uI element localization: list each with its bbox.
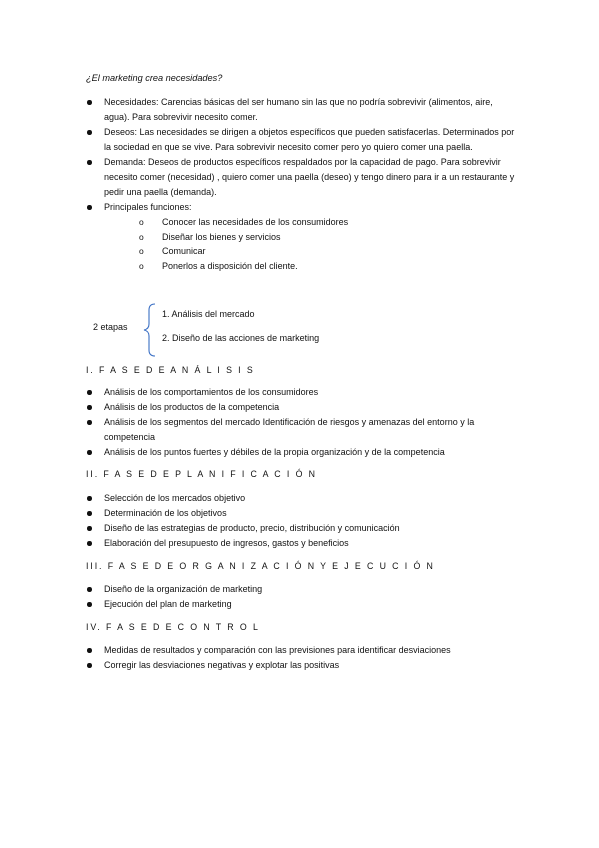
section-heading: II. F A S E D E P L A N I F I C A C I Ó N <box>86 469 317 479</box>
list-item: Elaboración del presupuesto de ingresos, gastos y beneficios <box>86 536 516 551</box>
section-heading: IV. F A S E D E C O N T R O L <box>86 622 260 632</box>
list-item: Análisis de los comportamientos de los consumidores <box>86 385 516 400</box>
sublist-marker: o <box>139 217 144 227</box>
list-item: Determinación de los objetivos <box>86 506 516 521</box>
stage-item: 2. Diseño de las acciones de marketing <box>162 333 320 343</box>
planning-list <box>86 491 516 551</box>
curly-brace-icon <box>142 302 158 358</box>
list-item: Diseño de las estrategias de producto, precio, distribución y comunicación <box>86 521 516 536</box>
section-heading: III. F A S E D E O R G A N I Z A C I Ó N Y E J E C U C I Ó N <box>86 561 435 571</box>
list-item: Demanda: Deseos de productos específicos respaldados por la capacidad de pago. Para sobrevivir necesito comer (necesidad) , quiero comer una paella (deseo) y tengo dinero para ir a un restaurante y pedir una paella (demanda). <box>86 155 516 200</box>
list-item: Corregir las desviaciones negativas y explotar las positivas <box>86 658 516 673</box>
stage-item: 1. Análisis del mercado <box>162 309 255 319</box>
sublist-item-text: Conocer las necesidades de los consumidores <box>162 217 349 227</box>
sublist-item-text: Diseñar los bienes y servicios <box>162 231 281 242</box>
list-item: Análisis de los productos de la competencia <box>86 400 516 415</box>
sublist-item <box>104 230 516 245</box>
sublist-marker: o <box>139 246 144 256</box>
list-item: Análisis de los puntos fuertes y débiles de la propia organización y de la competencia <box>86 445 516 460</box>
list-item: Diseño de la organización de marketing <box>86 582 516 597</box>
list-item <box>86 200 516 273</box>
stages-diagram <box>86 302 486 362</box>
section-heading: I. F A S E D E A N Á L I S I S <box>86 365 255 375</box>
sublist-item <box>104 244 516 259</box>
list-item: Medidas de resultados y comparación con las previsiones para identificar desviaciones <box>86 643 516 658</box>
organization-list <box>86 582 516 612</box>
sublist-item <box>104 259 516 274</box>
control-list <box>86 643 516 673</box>
functions-sublist <box>104 215 516 273</box>
stages-label: 2 etapas <box>93 322 128 332</box>
page-title: ¿El marketing crea necesidades? <box>86 73 223 83</box>
sublist-marker: o <box>139 260 144 271</box>
list-item: Deseos: Las necesidades se dirigen a objetos específicos que pueden satisfacerlas. Determinados por la sociedad en que se vive. Para sobrevivir necesito comer pero yo quiero comer una paella. <box>86 125 516 155</box>
concepts-list <box>86 95 516 273</box>
sublist-item-text: Comunicar <box>162 246 206 256</box>
list-item: Análisis de los segmentos del mercado Identificación de riesgos y amenazas del entorno y la competencia <box>86 415 516 445</box>
list-item: Necesidades: Carencias básicas del ser humano sin las que no podría sobrevivir (alimentos, aire, agua). Para sobrevivir necesito comer. <box>86 95 516 125</box>
sublist-item <box>104 215 516 230</box>
sublist-marker: o <box>139 231 144 242</box>
analysis-list <box>86 385 516 460</box>
sublist-item-text: Ponerlos a disposición del cliente. <box>162 260 298 271</box>
list-item-label: Principales funciones: <box>104 202 192 212</box>
list-item: Selección de los mercados objetivo <box>86 491 516 506</box>
list-item: Ejecución del plan de marketing <box>86 597 516 612</box>
